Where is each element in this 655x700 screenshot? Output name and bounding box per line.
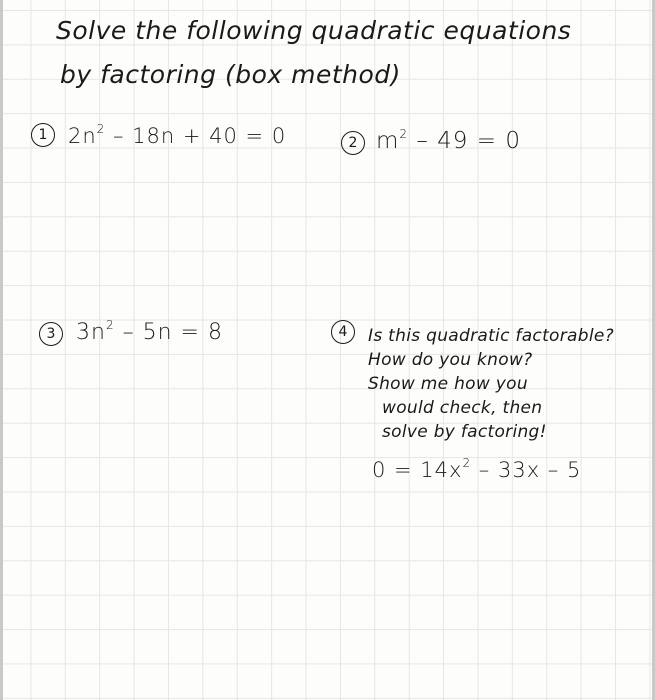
problem-3-exponent: 2 (105, 318, 115, 332)
problem-2-number: 2 (341, 131, 365, 155)
title-line-2: by factoring (box method) (60, 60, 401, 89)
problem-1-number: 1 (31, 123, 55, 147)
problem-2-term-a: m (376, 128, 400, 154)
problem-4-term-a: 0 = 14x (372, 458, 463, 482)
problem-4-prompt-line-1: Is this quadratic factorable? (368, 326, 614, 346)
problem-1-term-a: 2n (68, 124, 97, 148)
problem-4-prompt-line-3: Show me how you (368, 374, 528, 394)
problem-4-prompt-line-4: would check, then (382, 398, 543, 418)
problem-4-prompt-line-5: solve by factoring! (382, 422, 547, 442)
problem-4-prompt-line-2: How do you know? (368, 350, 533, 370)
problem-2-equation (376, 128, 521, 154)
problem-3-number: 3 (39, 322, 63, 346)
problem-3-equation (76, 320, 223, 345)
problem-4-equation (372, 458, 581, 482)
problem-3-term-a: 3n (76, 320, 106, 345)
title-line-1: Solve the following quadratic equations (56, 16, 572, 45)
problem-2-exponent: 2 (399, 127, 409, 141)
problem-4-exponent: 2 (462, 456, 472, 470)
problem-4-term-b: – 33x – 5 (478, 458, 582, 482)
problem-1-term-b: – 18n + 40 = 0 (113, 124, 287, 148)
page-edge-left (0, 0, 3, 700)
problem-4-number: 4 (331, 320, 355, 344)
problem-3-term-b: – 5n = 8 (122, 320, 223, 345)
problem-1-exponent: 2 (96, 122, 106, 136)
problem-1-equation (68, 124, 286, 148)
problem-2-term-b: – 49 = 0 (416, 128, 521, 154)
